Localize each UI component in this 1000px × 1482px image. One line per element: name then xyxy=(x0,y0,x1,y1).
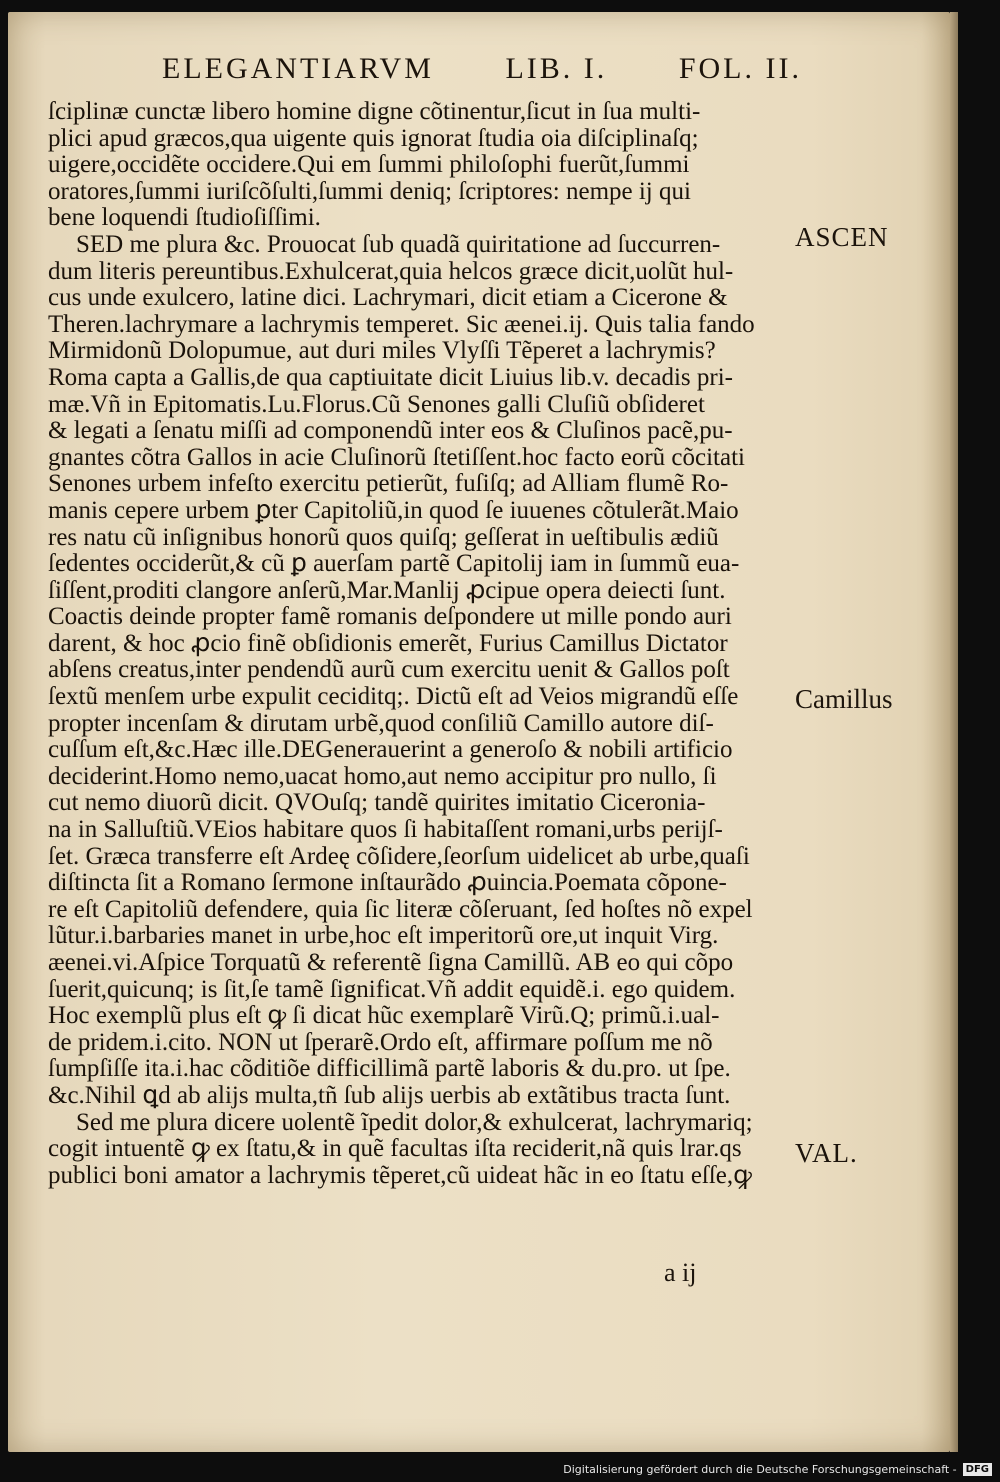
text-line: propter incenſam & dirutam urbẽ,quod conſiliũ Camillo autore diſ- xyxy=(48,710,714,737)
text-line: deciderint.Homo nemo,uacat homo,aut nemo accipitur pro nullo, ſi xyxy=(48,763,717,790)
text-line: abſens creatus,inter pendendũ aurũ cum exercitu uenit & Gallos poſt xyxy=(48,657,730,684)
text-line: SED me plura &c. Prouocat ſub quadã quiritatione ad ſuccurren- xyxy=(76,231,721,258)
header-title: ELEGANTIARVM xyxy=(162,52,434,85)
body-text xyxy=(48,99,788,1189)
text-line: mæ.Vñ in Epitomatis.Lu.Florus.Cũ Senones galli Cluſiũ obſideret xyxy=(48,391,705,418)
text-line: Sed me plura dicere uolentẽ ĩpedit dolor,& exhulcerat, lachrymariq; xyxy=(76,1109,753,1136)
text-line: diſtincta ſit a Romano ſermone inſtaurãdo ꝓuincia.Poemata cõpone- xyxy=(48,870,727,897)
text-line: plici apud græcos,qua uigente quis ignorat ſtudia oia diſciplinaſq; xyxy=(48,125,699,152)
footer-bar xyxy=(563,1463,992,1476)
text-line: res natu cũ inſignibus honorũ quos quiſq; geſſerat in ueſtibulis ædiũ xyxy=(48,524,719,551)
text-line: Hoc exemplũ plus eſt ꝙ ſi dicat hũc exemplarẽ Virũ.Q; primũ.i.ual- xyxy=(48,1003,720,1030)
text-line: ſedentes occiderũt,& cũ ꝑ auerſam partẽ Capitolij iam in ſummũ eua- xyxy=(48,551,740,578)
text-line: Coactis deinde propter famẽ romanis deſpondere ut mille pondo auri xyxy=(48,604,732,631)
text-line: de pridem.i.cito. NON ut ſperarẽ.Ordo eſt, affirmare poſſum me nõ xyxy=(48,1029,713,1056)
text-line: Mirmidonũ Dolopumue, aut duri miles Vlyſſi Tẽperet a lachrymis? xyxy=(48,338,716,365)
text-line: cut nemo diuorũ dicit. QVOuſq; tandẽ quirites imitatio Ciceronia- xyxy=(48,790,706,817)
text-line: ſet. Græca transferre eſt Ardeę cõſidere,ſeorſum uidelicet ab urbe,quaſi xyxy=(48,843,750,870)
text-line: manis cepere urbem ꝑter Capitoliũ,in quod ſe iuuenes cõtulerãt.Maio xyxy=(48,497,739,524)
text-line: publici boni amator a lachrymis tẽperet,cũ uideat hãc in eo ſtatu eſſe,ꝙ xyxy=(48,1162,752,1189)
signature-mark: a ij xyxy=(664,1258,697,1287)
text-line: &c.Nihil ꝗd ab alijs multa,tñ ſub alijs uerbis ab extãtibus tracta ſunt. xyxy=(48,1082,731,1109)
text-line: darent, & hoc ꝓcio finẽ obſidionis emerẽt, Furius Camillus Dictator xyxy=(48,630,728,657)
text-line: Roma capta a Gallis,de qua captiuitate dicit Liuius lib.v. decadis pri- xyxy=(48,364,733,391)
header-folio: FOL. II. xyxy=(678,52,802,85)
text-line: uigere,occidẽte occidere.Qui em ſummi philoſophi fuerũt,ſummi xyxy=(48,152,690,179)
text-line: dum literis pereuntibus.Exhulcerat,quia helcos græce dicit,uolũt hul- xyxy=(48,258,734,285)
text-line: & legati a ſenatu miſſi ad componendũ inter eos & Cluſinos pacẽ,pu- xyxy=(48,418,733,445)
text-line: cogit intuentẽ ꝙ ex ſtatu,& in quẽ facultas iſta reciderit,nã quis lrar.qs xyxy=(48,1136,742,1163)
text-line: lũtur.i.barbaries manet in urbe,hoc eſt imperitorũ ore,ut inquit Virg. xyxy=(48,923,719,950)
text-line: bene loquendi ſtudioſiſſimi. xyxy=(48,205,321,232)
text-line: cuſſum eſt,&c.Hæc ille.DEGenerauerint a generoſo & nobili artificio xyxy=(48,737,733,764)
header-book: LIB. I. xyxy=(505,52,608,85)
marginal-note-val: VAL. xyxy=(795,1138,858,1168)
text-line: ſuerit,quicunq; is ſit,ſe tamẽ ſignificat.Vñ addit equidẽ.i. ego quidem. xyxy=(48,976,736,1003)
footer-text: Digitalisierung gefördert durch die Deutsche Forschungsgemeinschaft - xyxy=(563,1463,957,1476)
text-line: oratores,ſummi iuriſcõſulti,ſummi deniq; ſcriptores: nempe ij qui xyxy=(48,178,691,205)
text-line: ſextũ menſem urbe expulit ceciditq;. Dictũ eſt ad Veios migrandũ eſſe xyxy=(48,684,739,711)
marginal-note-camillus: Camillus xyxy=(795,684,893,714)
text-line: Senones urbem infeſto exercitu petierũt, fuſiſq; ad Alliam flumẽ Ro- xyxy=(48,471,729,498)
text-line: na in Salluſtiũ.VEios habitare quos ſi habitaſſent romani,urbs perijſ- xyxy=(48,817,723,844)
text-line: ſumpſiſſe ita.i.hac cõditiõe difficillimã partẽ laboris & du.pro. ut ſpe. xyxy=(48,1056,731,1083)
text-line: æenei.vi.Aſpice Torquatũ & referentẽ ſigna Camillũ. AB eo qui cõpo xyxy=(48,950,734,976)
running-header xyxy=(162,52,802,86)
text-line: ſciplinæ cunctæ libero homine digne cõtinentur,ſicut in ſua multi- xyxy=(48,99,701,125)
dfg-logo-icon: DFG xyxy=(963,1463,992,1476)
text-line: Theren.lachrymare a lachrymis temperet. Sic æenei.ij. Quis talia fando xyxy=(48,311,755,338)
text-line: ſiſſent,proditi clangore anſerũ,Mar.Manlij ꝓcipue opera deiecti ſunt. xyxy=(48,577,726,604)
text-line: gnantes cõtra Gallos in acie Cluſinorũ ſtetiſſent.hoc facto eorũ cõcitati xyxy=(48,444,745,471)
text-line: re eſt Capitoliũ defendere, quia ſic literæ cõſeruant, ſed hoſtes nõ expel xyxy=(48,896,753,923)
text-line: cus unde exulcero, latine dici. Lachrymari, dicit etiam a Cicerone & xyxy=(48,285,728,312)
marginal-note-ascen: ASCEN xyxy=(795,222,889,252)
